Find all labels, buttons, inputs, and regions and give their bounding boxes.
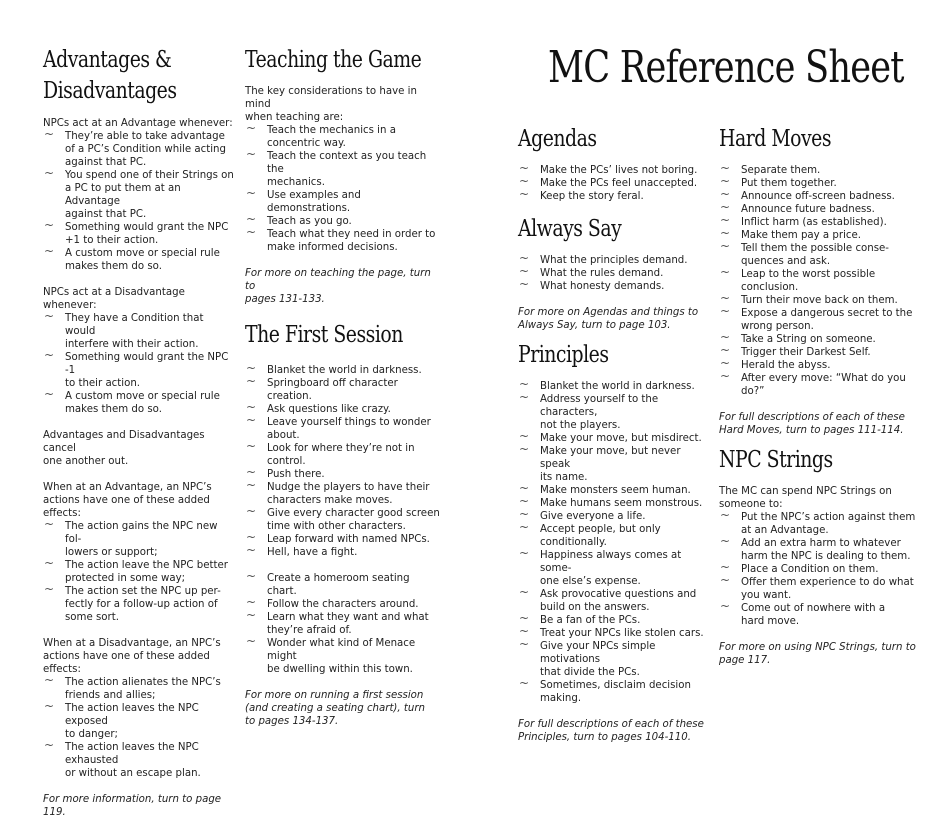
list-item: ~ Expose a dangerous secret to the wrong person. — [720, 304, 913, 332]
swirl-icon: ~ — [720, 508, 731, 522]
list-item: ~ Make the PCs’ lives not boring. — [519, 161, 698, 176]
list-item: ~ You spend one of their Strings on a PC to put them at an Advantage against that PC. — [44, 166, 234, 220]
principles-footer: For full descriptions of each of these Principles, turn to pages 104-110. — [518, 719, 704, 743]
list-item: ~ Announce future badness. — [720, 200, 875, 215]
principles-heading: Principles — [518, 342, 609, 368]
list-item: ~ Put them together. — [720, 174, 837, 189]
disadvantage-intro: NPCs act at a Disadvantage whenever: — [43, 287, 185, 311]
swirl-icon: ~ — [246, 595, 257, 609]
list-item: ~ Make your move, but misdirect. — [519, 429, 702, 444]
list-item: ~ Make the PCs feel unaccepted. — [519, 174, 698, 189]
swirl-icon: ~ — [720, 534, 731, 548]
list-item: ~ The action leaves the NPC exposed to danger; — [44, 699, 199, 740]
list-item: ~ Springboard off character creation. — [246, 374, 398, 402]
swirl-icon: ~ — [720, 573, 731, 587]
list-item: ~ The action set the NPC up per- fectly for a follow-up action of some sort. — [44, 582, 221, 623]
swirl-icon: ~ — [246, 413, 257, 427]
swirl-icon: ~ — [720, 174, 731, 188]
swirl-icon: ~ — [246, 374, 257, 388]
list-item: ~ Treat your NPCs like stolen cars. — [519, 624, 704, 639]
advantage-intro: NPCs act at an Advantage whenever: — [43, 118, 233, 129]
swirl-icon: ~ — [720, 291, 731, 305]
list-item: ~ Follow the characters around. — [246, 595, 419, 610]
swirl-icon: ~ — [720, 213, 731, 227]
swirl-icon: ~ — [720, 304, 731, 318]
swirl-icon: ~ — [44, 582, 55, 596]
agendas-heading: Agendas — [518, 126, 597, 152]
swirl-icon: ~ — [720, 599, 731, 613]
swirl-icon: ~ — [246, 530, 257, 544]
list-item: ~ A custom move or special rule makes them do so. — [44, 387, 220, 415]
list-item: ~ Leap to the worst possible conclusion. — [720, 265, 876, 293]
list-item: ~ Trigger their Darkest Self. — [720, 343, 871, 358]
swirl-icon: ~ — [246, 608, 257, 622]
teaching-footer: For more on teaching the page, turn to pages 131-133. — [245, 268, 431, 305]
swirl-icon: ~ — [44, 348, 55, 362]
list-item: ~ Teach what they need in order to make informed decisions. — [246, 225, 436, 253]
advantages-footer: For more information, turn to page 119. — [43, 794, 222, 818]
list-item: ~ Something would grant the NPC +1 to their action. — [44, 218, 229, 246]
list-item: ~ Place a Condition on them. — [720, 560, 879, 575]
swirl-icon: ~ — [519, 507, 530, 521]
always-say-heading: Always Say — [518, 216, 622, 242]
list-item: ~ Hell, have a fight. — [246, 543, 358, 558]
swirl-icon: ~ — [44, 309, 55, 323]
list-item: ~ Ask provocative questions and build on the answers. — [519, 585, 697, 613]
swirl-icon: ~ — [519, 161, 530, 175]
list-item: ~ Push there. — [246, 465, 325, 480]
swirl-icon: ~ — [246, 212, 257, 226]
list-item: ~ Look for where they’re not in control. — [246, 439, 415, 467]
swirl-icon: ~ — [246, 543, 257, 557]
list-item: ~ Keep the story feral. — [519, 187, 644, 202]
disadvantage-list — [43, 309, 235, 416]
swirl-icon: ~ — [246, 147, 257, 161]
list-item: ~ Come out of nowhere with a hard move. — [720, 599, 886, 627]
list-item: ~ Give everyone a life. — [519, 507, 646, 522]
swirl-icon: ~ — [519, 277, 530, 291]
swirl-icon: ~ — [519, 390, 530, 404]
teaching-list — [245, 121, 440, 254]
swirl-icon: ~ — [720, 265, 731, 279]
list-item: ~ Accept people, but only conditionally. — [519, 520, 661, 548]
swirl-icon: ~ — [720, 560, 731, 574]
list-item: ~ They have a Condition that would interfere with their action. — [44, 309, 204, 350]
list-item: ~ Wonder what kind of Menace might be dwelling within this town. — [246, 634, 416, 675]
swirl-icon: ~ — [246, 225, 257, 239]
list-item: ~ Something would grant the NPC -1 to their action. — [44, 348, 229, 389]
first-session-footer: For more on running a first session (and creating a seating chart), turn to pages 134-137. — [245, 690, 425, 727]
swirl-icon: ~ — [519, 585, 530, 599]
first-session-heading: The First Session — [245, 322, 403, 348]
advantage-list — [43, 127, 235, 273]
list-item: ~ Blanket the world in darkness. — [246, 361, 422, 376]
list-item: ~ A custom move or special rule makes them do so. — [44, 244, 220, 272]
npc-strings-intro: The MC can spend NPC Strings on someone to: — [719, 486, 892, 510]
list-item: ~ What the rules demand. — [519, 264, 664, 279]
list-item: ~ Add an extra harm to whatever harm the NPC is dealing to them. — [720, 534, 911, 562]
swirl-icon: ~ — [44, 218, 55, 232]
swirl-icon: ~ — [44, 166, 55, 180]
npc-strings-list — [719, 508, 919, 628]
swirl-icon: ~ — [519, 676, 530, 690]
list-item: ~ Take a String on someone. — [720, 330, 876, 345]
always-say-footer: For more on Agendas and things to Always Say, turn to page 103. — [518, 307, 699, 331]
first-session-list-b — [245, 569, 440, 676]
list-item: ~ Leap forward with named NPCs. — [246, 530, 430, 545]
swirl-icon: ~ — [246, 504, 257, 518]
disadvantage-effects-intro: When at a Disadvantage, an NPC’s actions have one of these added effects: — [43, 638, 221, 675]
list-item: ~ Teach as you go. — [246, 212, 352, 227]
swirl-icon: ~ — [519, 481, 530, 495]
teaching-heading: Teaching the Game — [245, 47, 422, 73]
swirl-icon: ~ — [44, 673, 55, 687]
always-say-list — [518, 251, 713, 293]
list-item: ~ Teach the mechanics in a concentric way. — [246, 121, 396, 149]
swirl-icon: ~ — [44, 556, 55, 570]
hard-moves-list — [719, 161, 919, 398]
swirl-icon: ~ — [44, 244, 55, 258]
swirl-icon: ~ — [519, 377, 530, 391]
principles-list — [518, 377, 713, 705]
list-item: ~ Give your NPCs simple motivations that divide the PCs. — [519, 637, 656, 678]
swirl-icon: ~ — [720, 161, 731, 175]
list-item: ~ Learn what they want and what they’re afraid of. — [246, 608, 429, 636]
list-item: ~ Make them pay a price. — [720, 226, 862, 241]
swirl-icon: ~ — [720, 187, 731, 201]
advantages-heading: Advantages & Disadvantages — [43, 47, 177, 104]
advantages-column — [43, 45, 235, 819]
swirl-icon: ~ — [44, 387, 55, 401]
swirl-icon: ~ — [44, 699, 55, 713]
swirl-icon: ~ — [720, 369, 731, 383]
swirl-icon: ~ — [44, 517, 55, 531]
npc-strings-footer: For more on using NPC Strings, turn to page 117. — [719, 642, 916, 666]
hard-moves-footer: For full descriptions of each of these Hard Moves, turn to pages 111-114. — [719, 412, 905, 436]
swirl-icon: ~ — [246, 121, 257, 135]
swirl-icon: ~ — [720, 239, 731, 253]
teaching-intro: The key considerations to have in mind when teaching are: — [245, 86, 417, 123]
swirl-icon: ~ — [519, 637, 530, 651]
cancel-text: Advantages and Disadvantages cancel one another out. — [43, 430, 205, 467]
swirl-icon: ~ — [246, 569, 257, 583]
swirl-icon: ~ — [519, 187, 530, 201]
list-item: ~ Ask questions like crazy. — [246, 400, 391, 415]
list-item: ~ Offer them experience to do what you want. — [720, 573, 914, 601]
list-item: ~ After every move: “What do you do?” — [720, 369, 906, 397]
npc-strings-heading: NPC Strings — [719, 447, 833, 473]
swirl-icon: ~ — [720, 330, 731, 344]
swirl-icon: ~ — [519, 520, 530, 534]
list-item: ~ Give every character good screen time with other characters. — [246, 504, 440, 532]
agendas-column — [518, 124, 713, 744]
list-item: ~ Address yourself to the characters, not the players. — [519, 390, 659, 431]
swirl-icon: ~ — [720, 356, 731, 370]
swirl-icon: ~ — [720, 226, 731, 240]
list-item: ~ Be a fan of the PCs. — [519, 611, 641, 626]
swirl-icon: ~ — [519, 264, 530, 278]
list-item: ~ Inflict harm (as established). — [720, 213, 887, 228]
list-item: ~ Put the NPC’s action against them at an Advantage. — [720, 508, 916, 536]
list-item: ~ Announce off-screen badness. — [720, 187, 895, 202]
list-item: ~ The action leaves the NPC exhausted or without an escape plan. — [44, 738, 201, 779]
list-item: ~ Teach the context as you teach the mechanics. — [246, 147, 427, 188]
list-item: ~ Separate them. — [720, 161, 821, 176]
swirl-icon: ~ — [720, 343, 731, 357]
list-item: ~ Make monsters seem human. — [519, 481, 691, 496]
swirl-icon: ~ — [519, 429, 530, 443]
list-item: ~ Create a homeroom seating chart. — [246, 569, 410, 597]
swirl-icon: ~ — [246, 361, 257, 375]
list-item: ~ Make your move, but never speak its name. — [519, 442, 681, 483]
list-item: ~ The action gains the NPC new fol- lowers or support; — [44, 517, 218, 558]
swirl-icon: ~ — [44, 127, 55, 141]
swirl-icon: ~ — [720, 200, 731, 214]
list-item: ~ Happiness always comes at some- one else’s expense. — [519, 546, 682, 587]
list-item: ~ What the principles demand. — [519, 251, 688, 266]
list-item: ~ Leave yourself things to wonder about. — [246, 413, 431, 441]
list-item: ~ Tell them the possible conse- quences and ask. — [720, 239, 889, 267]
list-item: ~ They’re able to take advantage of a PC’s Condition while acting against that PC. — [44, 127, 226, 168]
swirl-icon: ~ — [246, 439, 257, 453]
swirl-icon: ~ — [246, 634, 257, 648]
swirl-icon: ~ — [519, 442, 530, 456]
swirl-icon: ~ — [519, 494, 530, 508]
advantage-effects-list — [43, 517, 235, 624]
list-item: ~ Herald the abyss. — [720, 356, 831, 371]
advantage-effects-intro: When at an Advantage, an NPC’s actions have one of these added effects: — [43, 482, 212, 519]
list-item: ~ Blanket the world in darkness. — [519, 377, 695, 392]
swirl-icon: ~ — [246, 465, 257, 479]
list-item: ~ Turn their move back on them. — [720, 291, 898, 306]
swirl-icon: ~ — [44, 738, 55, 752]
swirl-icon: ~ — [246, 400, 257, 414]
page-title: MC Reference Sheet — [548, 42, 904, 93]
list-item: ~ The action alienates the NPC’s friends and allies; — [44, 673, 221, 701]
swirl-icon: ~ — [519, 174, 530, 188]
hard-moves-heading: Hard Moves — [719, 126, 832, 152]
teaching-column — [245, 45, 440, 728]
first-session-list-a — [245, 361, 440, 559]
disadvantage-effects-list — [43, 673, 235, 780]
list-item: ~ The action leave the NPC better protected in some way; — [44, 556, 228, 584]
swirl-icon: ~ — [246, 478, 257, 492]
list-item: ~ Nudge the players to have their characters make moves. — [246, 478, 430, 506]
swirl-icon: ~ — [519, 251, 530, 265]
swirl-icon: ~ — [519, 546, 530, 560]
swirl-icon: ~ — [246, 186, 257, 200]
hard-moves-column — [719, 124, 919, 667]
list-item: ~ Sometimes, disclaim decision making. — [519, 676, 691, 704]
agendas-list — [518, 161, 713, 203]
list-item: ~ Use examples and demonstrations. — [246, 186, 361, 214]
swirl-icon: ~ — [519, 611, 530, 625]
swirl-icon: ~ — [519, 624, 530, 638]
list-item: ~ Make humans seem monstrous. — [519, 494, 703, 509]
list-item: ~ What honesty demands. — [519, 277, 665, 292]
